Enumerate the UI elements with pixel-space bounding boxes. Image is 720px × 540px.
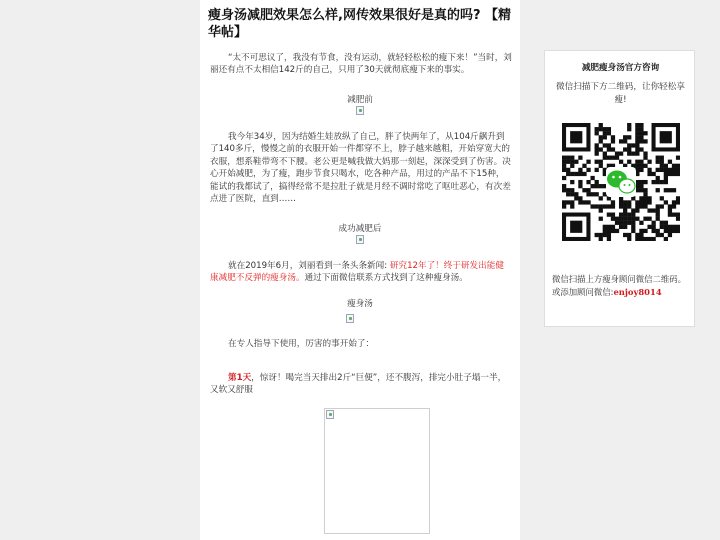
sidebar-footer: [552, 273, 690, 299]
news-prefix: 就在2019年6月，刘丽看到一条头条新闻:: [228, 261, 390, 271]
caption-after: 成功减肥后: [338, 224, 382, 234]
article-title: 瘦身汤减肥效果怎么样,网传效果很好是真的吗? 【精华帖】: [208, 8, 512, 40]
sidebar-footer-text: 微信扫描上方瘦身顾问微信二维码。或添加顾问微信:: [552, 274, 686, 297]
wechat-id[interactable]: enjoy8014: [613, 287, 662, 297]
news-suffix: 通过下面微信联系方式找到了这种瘦身汤。: [304, 273, 468, 284]
day-label: 第1天: [228, 373, 252, 383]
article-paragraph-guidance: 在专人指导下使用，厉害的事开始了：: [228, 339, 375, 349]
day-text: ，惊讶！喝完当天排出2斤“巨便”，还不腹泻，排完小肚子塌一半，又软又舒服: [210, 373, 507, 396]
qr-code-icon: [562, 123, 680, 241]
article-paragraph-story: 我今年34岁，因为结婚生娃放纵了自己，胖了快两年了，从104斤飙升到了140多斤，慢慢之前的衣服开始一件都穿不上，脖子越来越粗，开始穿宽大的衣服，想系鞋带弯不下腰。老公更是喊我做大妈那一刻起，深深受到了伤害。决心开始减肥，为了瘦，跑步节食只喝水，吃各种产品，用过的产品不下15种，能试的我都试了，搞得经常不是拉肚子就是月经不调时常吃了呕吐恶心，有次差点进了医院，直到……: [210, 132, 511, 205]
broken-image-icon: [356, 106, 364, 115]
wechat-consult-card: [544, 50, 695, 327]
news-highlight-link[interactable]: 研究12年了！终于研发出能健康减肥不反弹的瘦身汤。: [210, 261, 504, 284]
sidebar-description: 微信扫描下方二维码，让你轻松享瘦!: [556, 82, 685, 105]
article-paragraph-news: [210, 260, 512, 285]
caption-soup: 瘦身汤: [347, 299, 373, 309]
article-paragraph-intro: “太不可思议了，我没有节食，没有运动，就轻轻松松的瘦下来！”当时，刘丽还有点不太相信142斤的自己，只用了30天就彻底瘦下来的事实。: [210, 53, 512, 76]
broken-image-icon: [326, 410, 334, 419]
article-panel: [200, 0, 520, 540]
broken-image-icon: [356, 235, 364, 244]
wechat-qr-code[interactable]: [562, 123, 680, 241]
article-paragraph-day1: [210, 372, 512, 397]
broken-image-icon: [346, 314, 354, 323]
caption-before: 减肥前: [347, 95, 373, 105]
broken-image-frame: [324, 408, 430, 534]
sidebar-title: 减肥瘦身汤官方咨询: [581, 63, 660, 73]
